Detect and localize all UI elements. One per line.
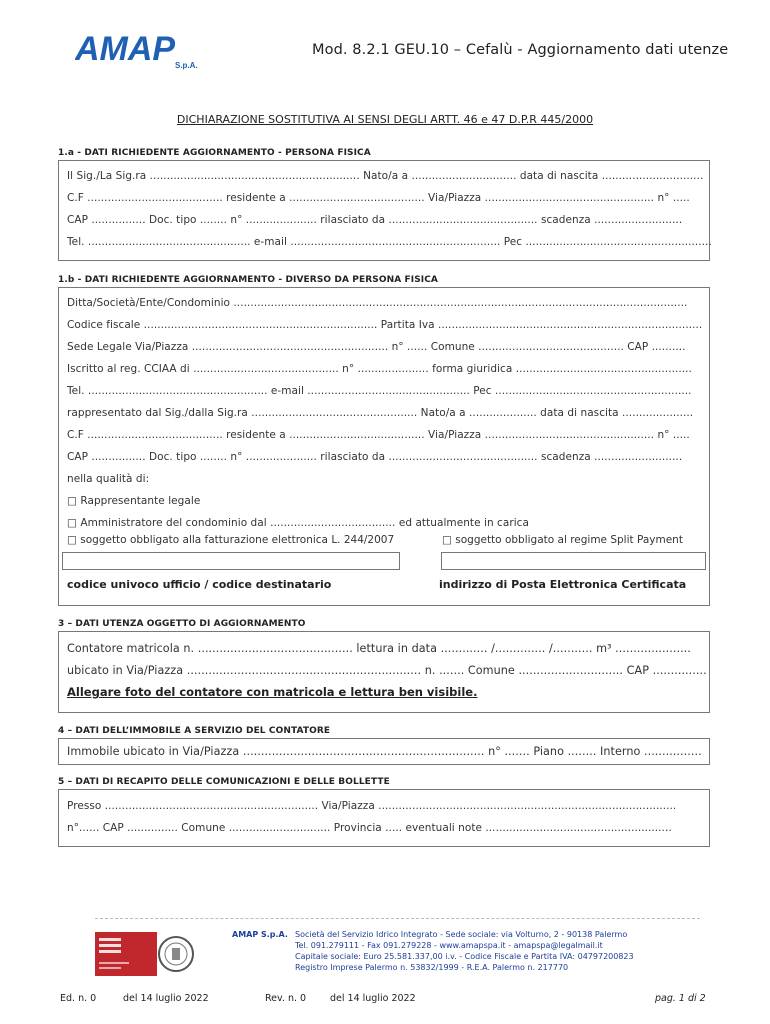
footer-line: Registro Imprese Palermo n. 53832/1999 - R.E.A. Palermo n. 217770 [295,963,569,972]
checkbox-legal-representative[interactable]: □ Rappresentante legale [67,495,201,507]
form-row[interactable]: CAP ................ Doc. tipo ........ n° ..................... rilasciato da ............................................ scadenza .......................... [67,451,683,463]
revision-date: del 14 luglio 2022 [330,993,416,1004]
footer-company: AMAP S.p.A. [232,930,288,939]
checkbox-condo-administrator[interactable]: □ Amministratore del condominio dal ..................................... ed attualmente in carica [67,517,529,529]
recipient-code-input[interactable] [62,552,400,570]
amap-logo [75,30,205,70]
section-3-title: 3 – DATI UTENZA OGGETTO DI AGGIORNAMENTO [58,619,306,629]
form-row[interactable]: n°...... CAP ............... Comune .............................. Provincia ..... eventuali note ....................................................... [67,822,672,834]
form-row[interactable]: Sede Legale Via/Piazza .......................................................... n° ...... Comune ........................................... CAP .......... [67,341,686,353]
form-row[interactable]: ubicato in Via/Piazza ................................................................. n. ....... Comune ............................. CAP ............... [67,664,707,677]
form-row[interactable]: Ditta/Società/Ente/Condominio ...................................................................................................................................... [67,297,688,309]
form-row[interactable]: C.F ........................................ residente a ........................................ Via/Piazza .................................................. n° ..... [67,429,690,441]
footer-divider [95,918,700,919]
form-row[interactable]: Codice fiscale ..................................................................... Partita Iva .............................................................................. [67,319,703,331]
form-row[interactable]: Contatore matricola n. ........................................... lettura in data ............. /.............. /........... m³ ..................... [67,642,691,655]
form-row[interactable]: Tel. ..................................................... e-mail ................................................ Pec .......................................................... [67,385,692,397]
logo-text: AMAP [75,30,176,68]
section-4-box [58,738,710,765]
page-number: pag. 1 di 2 [655,993,706,1004]
section-5-box [58,789,710,847]
declaration-heading: DICHIARAZIONE SOSTITUTIVA AI SENSI DEGLI ARTT. 46 e 47 D.P.R 445/2000 [176,113,594,126]
logo-sub: S.p.A. [175,61,198,70]
footer-line: Tel. 091.279111 - Fax 091.279228 - www.amapspa.it - amapspa@legalmail.it [295,941,603,950]
section-3-box [58,631,710,713]
form-row[interactable]: Il Sig./La Sig.ra .............................................................. Nato/a a ............................... data di nascita .............................. [67,170,704,182]
form-row[interactable]: Presso ............................................................... Via/Piazza ........................................................................................ [67,800,677,812]
checkbox-split-payment[interactable]: □ soggetto obbligato al regime Split Payment [442,534,683,546]
capacity-label: nella qualità di: [67,473,150,485]
form-row[interactable]: C.F ........................................ residente a ........................................ Via/Piazza .................................................. n° ..... [67,192,690,204]
pec-address-label: indirizzo di Posta Elettronica Certificata [439,578,687,591]
footer-line: Società del Servizio Idrico Integrato - Sede sociale: via Volturno, 2 - 90138 Palermo [295,930,628,939]
section-1a-box [58,160,710,261]
meter-photo-note: Allegare foto del contatore con matricola e lettura ben visibile. [67,685,478,699]
footer-line: Capitale sociale: Euro 25.581.337,00 i.v. - Codice Fiscale e Partita IVA: 04797200823 [295,952,634,961]
document-title: Mod. 8.2.1 GEU.10 – Cefalù - Aggiornamento dati utenze [312,42,729,58]
section-5-title: 5 – DATI DI RECAPITO DELLE COMUNICAZIONI E DELLE BOLLETTE [58,777,390,787]
revision-number: Rev. n. 0 [265,993,307,1004]
section-1b-box [58,287,710,606]
checkbox-e-invoicing[interactable]: □ soggetto obbligato alla fatturazione elettronica L. 244/2007 [67,534,395,546]
section-1b-title: 1.b - DATI RICHIEDENTE AGGIORNAMENTO - DIVERSO DA PERSONA FISICA [58,275,438,285]
recipient-code-label: codice univoco ufficio / codice destinatario [67,578,332,591]
section-4-title: 4 – DATI DELL’IMMOBILE A SERVIZIO DEL CONTATORE [58,726,331,736]
form-row[interactable]: Tel. ................................................ e-mail .............................................................. Pec ....................................................... [67,236,712,248]
edition-date: del 14 luglio 2022 [123,993,209,1004]
form-row[interactable]: rappresentato dal Sig./dalla Sig.ra ................................................. Nato/a a .................... data di nascita ..................... [67,407,694,419]
form-row[interactable]: CAP ................ Doc. tipo ........ n° ..................... rilasciato da ............................................ scadenza .......................... [67,214,683,226]
section-1a-title: 1.a - DATI RICHIEDENTE AGGIORNAMENTO - PERSONA FISICA [58,148,371,158]
form-row[interactable]: Iscritto al reg. CCIAA di ........................................... n° ..................... forma giuridica .................................................... [67,363,692,375]
form-row[interactable]: Immobile ubicato in Via/Piazza ................................................................... n° ....... Piano ........ Interno ................ [67,745,702,758]
certification-seal-icon [95,930,195,978]
edition-number: Ed. n. 0 [60,993,97,1004]
pec-address-input[interactable] [441,552,706,570]
